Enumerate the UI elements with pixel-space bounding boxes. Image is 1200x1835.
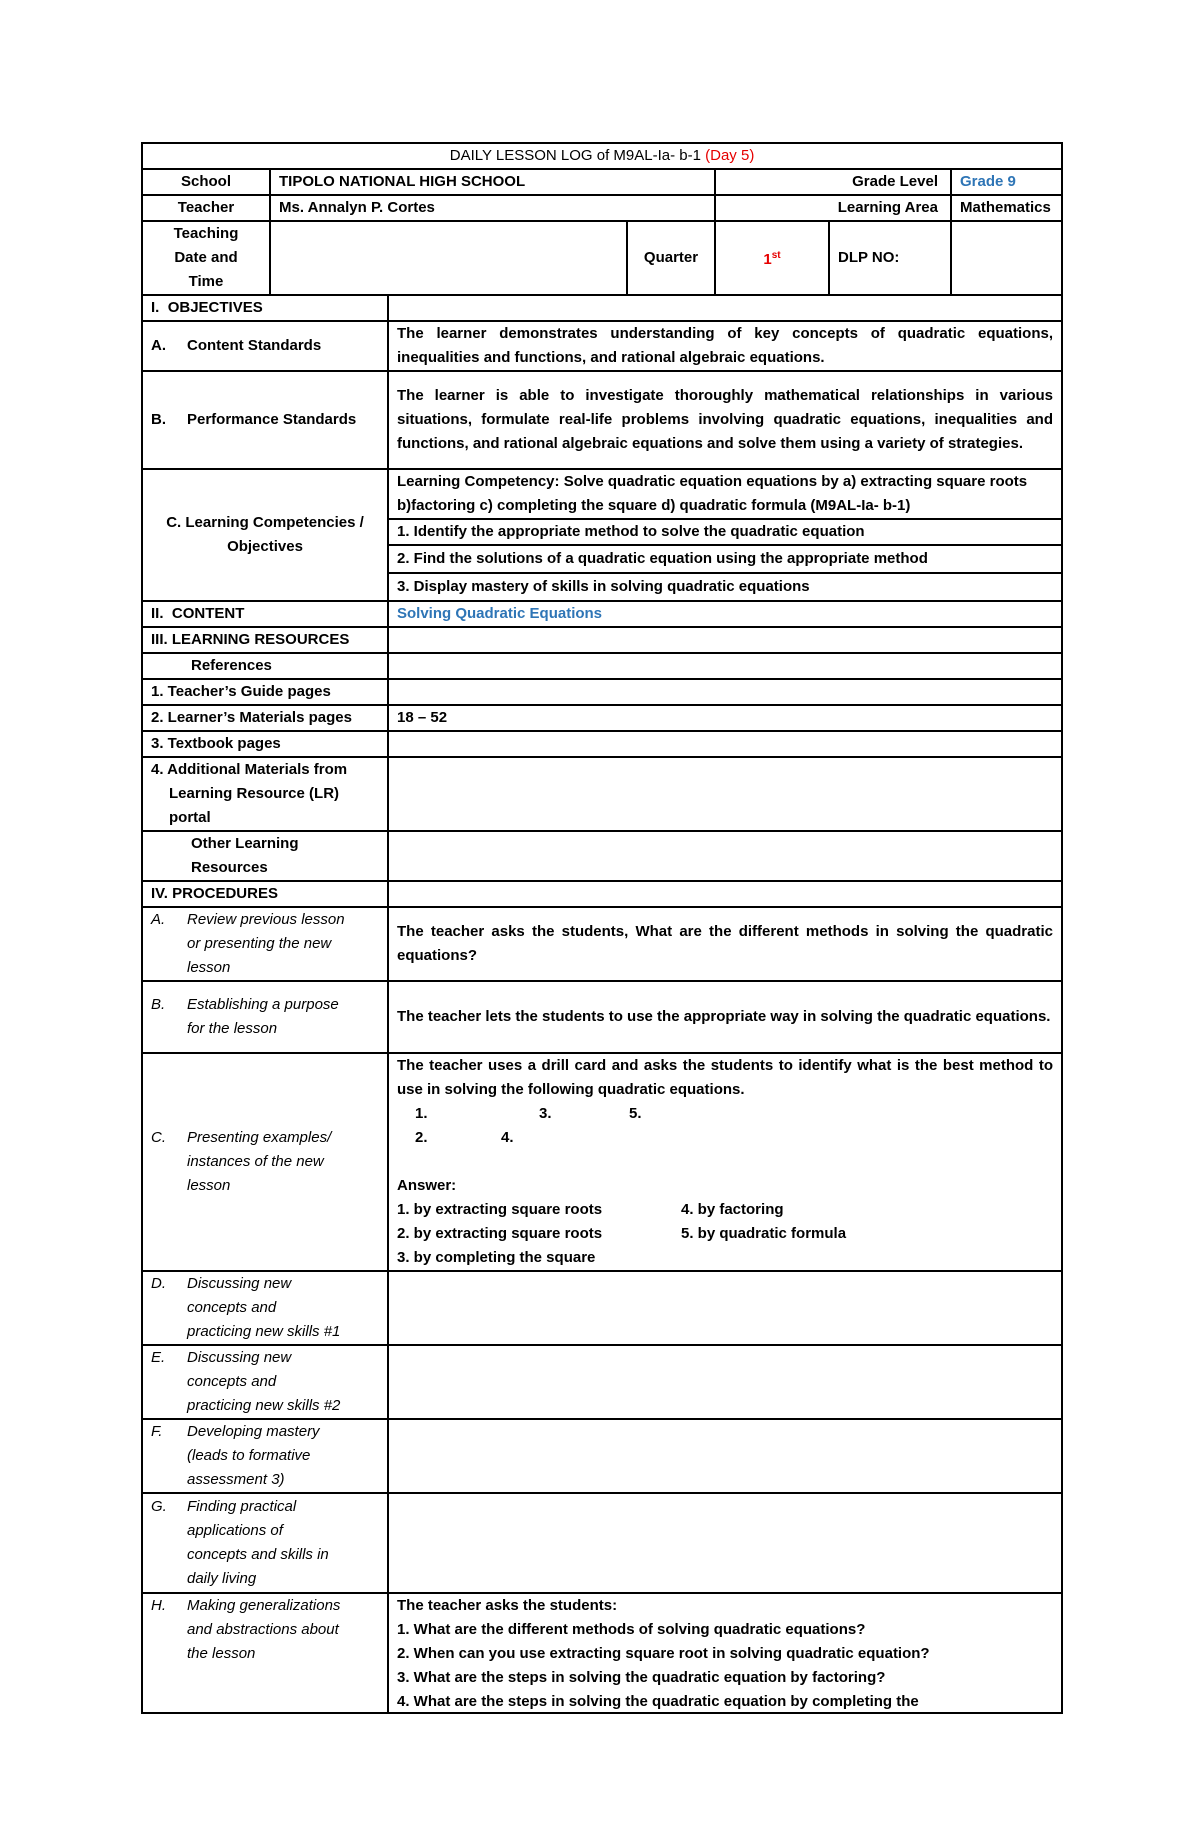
label-line: concepts and: [187, 1373, 277, 1390]
answer-item: 2. by extracting square roots: [397, 1225, 603, 1242]
content-title: CONTENT: [171, 605, 245, 622]
spacer: [397, 1150, 1053, 1174]
procedure-c-text: [388, 1053, 1062, 1271]
objectives-num: I.: [151, 299, 160, 316]
performance-standards-text: The learner is able to investigate thoroughly mathematical relationships in various situations, formulate real-life problems involving quadratic equations, inequalities and functions, and rational algebraic equations and solve them using a variety of strategies.: [388, 371, 1062, 469]
date-value: [270, 221, 627, 295]
drill-number: 2.: [415, 1129, 428, 1146]
content-value: Solving Quadratic Equations: [388, 601, 1062, 627]
label-letter: B.: [151, 411, 166, 428]
label-letter: G.: [151, 1498, 167, 1515]
references-label: References: [142, 653, 388, 679]
competency-text: Learning Competency: Solve quadratic equation equations by a) extracting square roots b)factoring c) completing the square d) quadratic formula (M9AL-Ia- b-1): [388, 469, 1062, 519]
label-line: for the lesson: [187, 1020, 278, 1037]
teachers-guide-value: [388, 679, 1062, 705]
label-line: or presenting the new: [187, 935, 332, 952]
log-title: [142, 143, 1062, 169]
objectives-heading: [142, 295, 388, 321]
answer-row: [397, 1198, 1053, 1222]
procedure-d-label: [142, 1271, 388, 1345]
objective-item: 2. Find the solutions of a quadratic equation using the appropriate method: [388, 545, 1062, 573]
procedure-h-label: [142, 1593, 388, 1713]
label-line: concepts and: [187, 1299, 277, 1316]
answer-item: 4. by factoring: [681, 1201, 784, 1218]
procedure-a-label: [142, 907, 388, 981]
dlp-value: [951, 221, 1062, 295]
date-label-line: Teaching: [173, 225, 239, 242]
additional-materials-label: [142, 757, 388, 831]
objectives-title: OBJECTIVES: [167, 299, 263, 316]
question-intro: The teacher asks the students:: [397, 1597, 618, 1614]
quarter-suffix: st: [771, 250, 781, 261]
grade-label: Grade Level: [715, 169, 951, 195]
grade-value: Grade 9: [951, 169, 1062, 195]
drill-numbers-row: [397, 1102, 1053, 1126]
label-letter: B.: [151, 996, 166, 1013]
content-standards-label: [142, 321, 388, 371]
label-line: assessment 3): [187, 1471, 285, 1488]
competencies-label: [142, 469, 388, 601]
drill-number: 3.: [539, 1105, 552, 1122]
school-label: School: [142, 169, 270, 195]
label-line: the lesson: [187, 1645, 256, 1662]
label-letter: E.: [151, 1349, 166, 1366]
label-line: Review previous lesson: [187, 911, 345, 928]
procedure-e-label: [142, 1345, 388, 1419]
label-line: Establishing a purpose: [187, 996, 339, 1013]
objective-item: 3. Display mastery of skills in solving quadratic equations: [388, 573, 1062, 601]
label-line: Discussing new: [187, 1275, 292, 1292]
drill-number: 5.: [629, 1105, 642, 1122]
label-line: Discussing new: [187, 1349, 292, 1366]
label-line: applications of: [187, 1522, 283, 1539]
textbook-label: 3. Textbook pages: [142, 731, 388, 757]
quarter-label: Quarter: [627, 221, 715, 295]
answer-row: [397, 1222, 1053, 1246]
learners-materials-value: 18 – 52: [388, 705, 1062, 731]
procedures-heading: IV. PROCEDURES: [142, 881, 388, 907]
date-label-line: Time: [188, 273, 224, 290]
label-line: concepts and skills in: [187, 1546, 329, 1563]
label-text: Content Standards: [187, 337, 322, 354]
question-item: 2. When can you use extracting square root in solving quadratic equation?: [397, 1645, 930, 1662]
lesson-log-sheet: [141, 142, 1061, 1714]
label-letter: H.: [151, 1597, 166, 1614]
label-line: Presenting examples/: [187, 1129, 332, 1146]
label-line: Resources: [191, 859, 268, 876]
label-line: daily living: [187, 1570, 257, 1587]
label-line: Developing mastery: [187, 1423, 320, 1440]
objectives-empty: [388, 295, 1062, 321]
label-line: (leads to formative: [187, 1447, 311, 1464]
objective-item: 1. Identify the appropriate method to solve the quadratic equation: [388, 519, 1062, 545]
label-line: Other Learning: [191, 835, 299, 852]
label-line: lesson: [187, 959, 231, 976]
competencies-label-line: Objectives: [227, 538, 303, 555]
additional-materials-value: [388, 757, 1062, 831]
label-letter: A.: [151, 337, 166, 354]
label-letter: D.: [151, 1275, 166, 1292]
header-table: [141, 142, 1063, 296]
procedure-b-label: [142, 981, 388, 1053]
procedure-f-text: [388, 1419, 1062, 1493]
question-item: 4. What are the steps in solving the quadratic equation by completing the: [397, 1693, 919, 1710]
label-line: portal: [169, 809, 211, 826]
procedure-f-label: [142, 1419, 388, 1493]
content-num: II.: [151, 605, 164, 622]
learners-materials-label: 2. Learner’s Materials pages: [142, 705, 388, 731]
question-item: 3. What are the steps in solving the quadratic equation by factoring?: [397, 1669, 886, 1686]
label-line: Learning Resource (LR): [169, 785, 340, 802]
procedure-g-text: [388, 1493, 1062, 1593]
textbook-value: [388, 731, 1062, 757]
content-standards-text: The learner demonstrates understanding of key concepts of quadratic equations, inequalities and functions, and rational algebraic equations.: [388, 321, 1062, 371]
label-letter: A.: [151, 911, 166, 928]
date-label-line: Date and: [174, 249, 238, 266]
drill-intro: The teacher uses a drill card and asks the students to identify what is the best method to use in solving the following quadratic equations.: [397, 1057, 1053, 1098]
drill-number: 1.: [415, 1105, 428, 1122]
procedure-e-text: [388, 1345, 1062, 1419]
label-line: 4. Additional Materials from: [151, 761, 348, 778]
log-day: (Day 5): [705, 147, 755, 164]
label-line: practicing new skills #1: [187, 1323, 341, 1340]
drill-numbers-row: [397, 1126, 1053, 1150]
label-line: and abstractions about: [187, 1621, 339, 1638]
other-resources-label: [142, 831, 388, 881]
question-item: 1. What are the different methods of solving quadratic equations?: [397, 1621, 866, 1638]
resources-empty: [388, 627, 1062, 653]
label-line: Finding practical: [187, 1498, 297, 1515]
content-heading: [142, 601, 388, 627]
competencies-label-line: C. Learning Competencies /: [166, 514, 364, 531]
label-letter: F.: [151, 1423, 163, 1440]
procedures-empty: [388, 881, 1062, 907]
teacher-label: Teacher: [142, 195, 270, 221]
procedure-b-text: The teacher lets the students to use the appropriate way in solving the quadratic equations.: [388, 981, 1062, 1053]
quarter-number: 1: [763, 251, 772, 268]
answer-item: 3. by completing the square: [397, 1249, 596, 1266]
drill-number: 4.: [501, 1129, 514, 1146]
performance-standards-label: [142, 371, 388, 469]
references-empty: [388, 653, 1062, 679]
area-label: Learning Area: [715, 195, 951, 221]
main-table: [141, 294, 1063, 1714]
log-title-text: DAILY LESSON LOG of M9AL-Ia- b-1: [449, 147, 701, 164]
procedure-g-label: [142, 1493, 388, 1593]
other-resources-value: [388, 831, 1062, 881]
answer-label: Answer:: [397, 1177, 457, 1194]
procedure-d-text: [388, 1271, 1062, 1345]
label-text: Performance Standards: [187, 411, 357, 428]
date-label: [142, 221, 270, 295]
procedure-c-label: [142, 1053, 388, 1271]
label-line: lesson: [187, 1177, 231, 1194]
answer-item: 5. by quadratic formula: [681, 1225, 847, 1242]
procedure-h-text: [388, 1593, 1062, 1713]
teacher-value: Ms. Annalyn P. Cortes: [270, 195, 715, 221]
label-line: instances of the new: [187, 1153, 324, 1170]
answer-item: 1. by extracting square roots: [397, 1201, 603, 1218]
school-value: TIPOLO NATIONAL HIGH SCHOOL: [270, 169, 715, 195]
procedure-a-text: The teacher asks the students, What are the different methods in solving the quadratic equations?: [388, 907, 1062, 981]
resources-heading: III. LEARNING RESOURCES: [142, 627, 388, 653]
teachers-guide-label: 1. Teacher’s Guide pages: [142, 679, 388, 705]
label-line: practicing new skills #2: [187, 1397, 341, 1414]
quarter-value: [715, 221, 829, 295]
area-value: Mathematics: [951, 195, 1062, 221]
label-line: Making generalizations: [187, 1597, 341, 1614]
label-letter: C.: [151, 1129, 166, 1146]
dlp-label: DLP NO:: [829, 221, 951, 295]
